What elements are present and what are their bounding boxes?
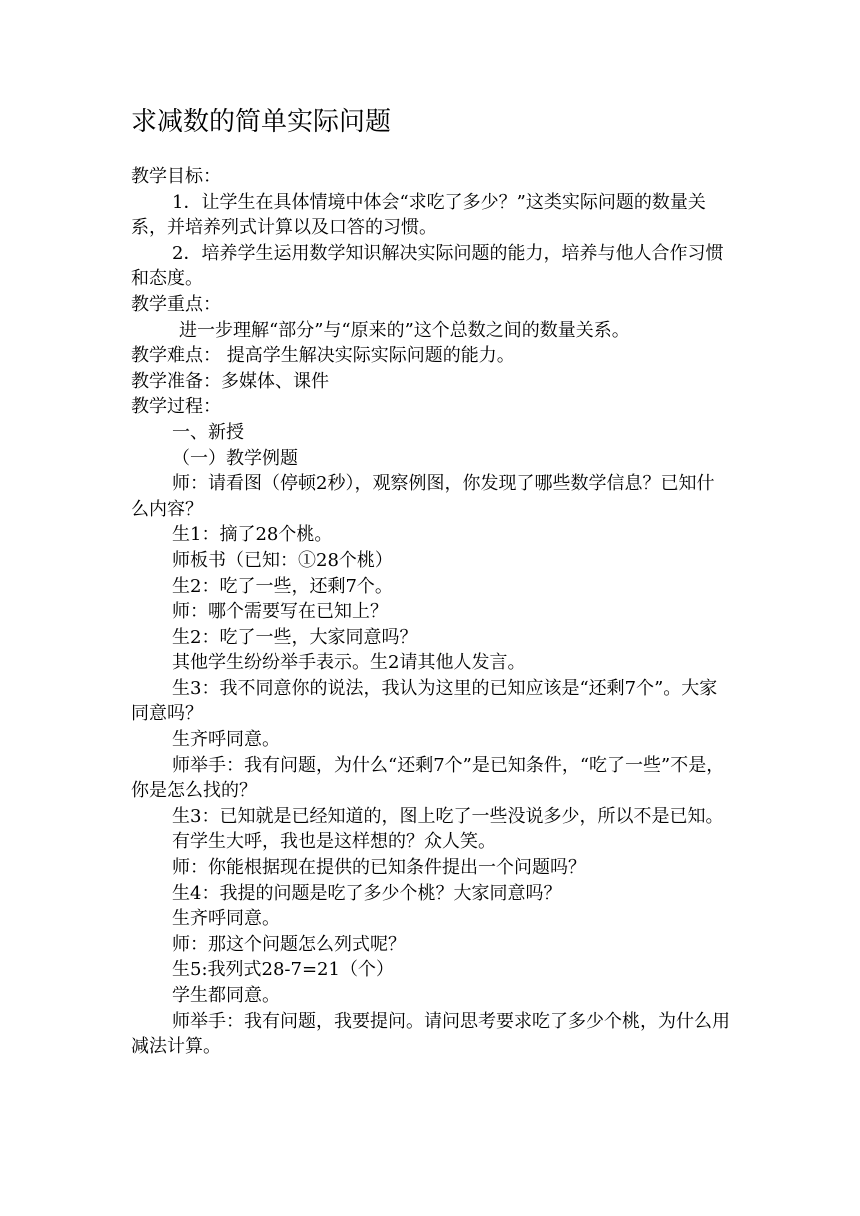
paragraph: 生齐呼同意。: [172, 729, 280, 751]
paragraph: 生3：已知就是已经知道的，图上吃了一些没说多少，所以不是已知。: [172, 805, 724, 827]
paragraph: 教学目标：: [131, 166, 221, 187]
document-body: [131, 164, 731, 1060]
paragraph: 生齐呼同意。: [172, 908, 280, 930]
paragraph: 师举手：我有问题，我要提问。请问思考要求吃了多少个桃，为什么用减法计算。: [131, 1010, 730, 1058]
paragraph: 其他学生纷纷举手表示。生2请其他人发言。: [172, 652, 526, 674]
paragraph: （一）教学例题: [172, 447, 298, 469]
paragraph: 生2：吃了一些，大家同意吗？: [172, 626, 418, 648]
paragraph: 教学重点：: [131, 293, 221, 315]
paragraph: 教学准备：多媒体、课件: [131, 370, 329, 392]
paragraph: 生2：吃了一些，还剩7个。: [172, 575, 393, 597]
paragraph: 学生都同意。: [172, 985, 280, 1006]
paragraph: 有学生大呼，我也是这样想的？众人笑。: [172, 831, 496, 853]
document-title: 求减数的简单实际问题: [131, 107, 392, 137]
paragraph: 一、新授: [172, 421, 244, 443]
document-page: [131, 104, 731, 1060]
paragraph: 师：那这个问题怎么列式呢？: [172, 933, 406, 955]
paragraph: 生3：我不同意你的说法，我认为这里的已知应该是“还剩7个”。大家同意吗？: [131, 677, 718, 725]
paragraph: 进一步理解“部分”与“原来的”这个总数之间的数量关系。: [179, 319, 630, 341]
paragraph: 1．让学生在具体情境中体会“求吃了多少？”这类实际问题的数量关系，并培养列式计算以及口答的习惯。: [131, 191, 706, 239]
paragraph: 师板书（已知：①28个桃）: [172, 549, 393, 571]
paragraph: 生5:我列式28-7=21（个）: [172, 959, 394, 981]
paragraph: 教学过程：: [131, 396, 221, 418]
paragraph: 2．培养学生运用数学知识解决实际问题的能力，培养与他人合作习惯和态度。: [131, 242, 724, 290]
paragraph: 师举手：我有问题，为什么“还剩7个”是已知条件，“吃了一些”不是，你是怎么找的？: [131, 754, 725, 802]
paragraph: 教学难点： 提高学生解决实际实际问题的能力。: [131, 345, 515, 367]
paragraph: 师：请看图（停顿2秒），观察例图，你发现了哪些数学信息？已知什么内容？: [131, 473, 715, 520]
paragraph: 师：你能根据现在提供的已知条件提出一个问题吗？: [172, 857, 586, 879]
paragraph: 生4：我提的问题是吃了多少个桃？大家同意吗？: [172, 882, 562, 904]
paragraph: 师：哪个需要写在已知上？: [172, 601, 388, 623]
paragraph: 生1：摘了28个桃。: [172, 524, 333, 546]
